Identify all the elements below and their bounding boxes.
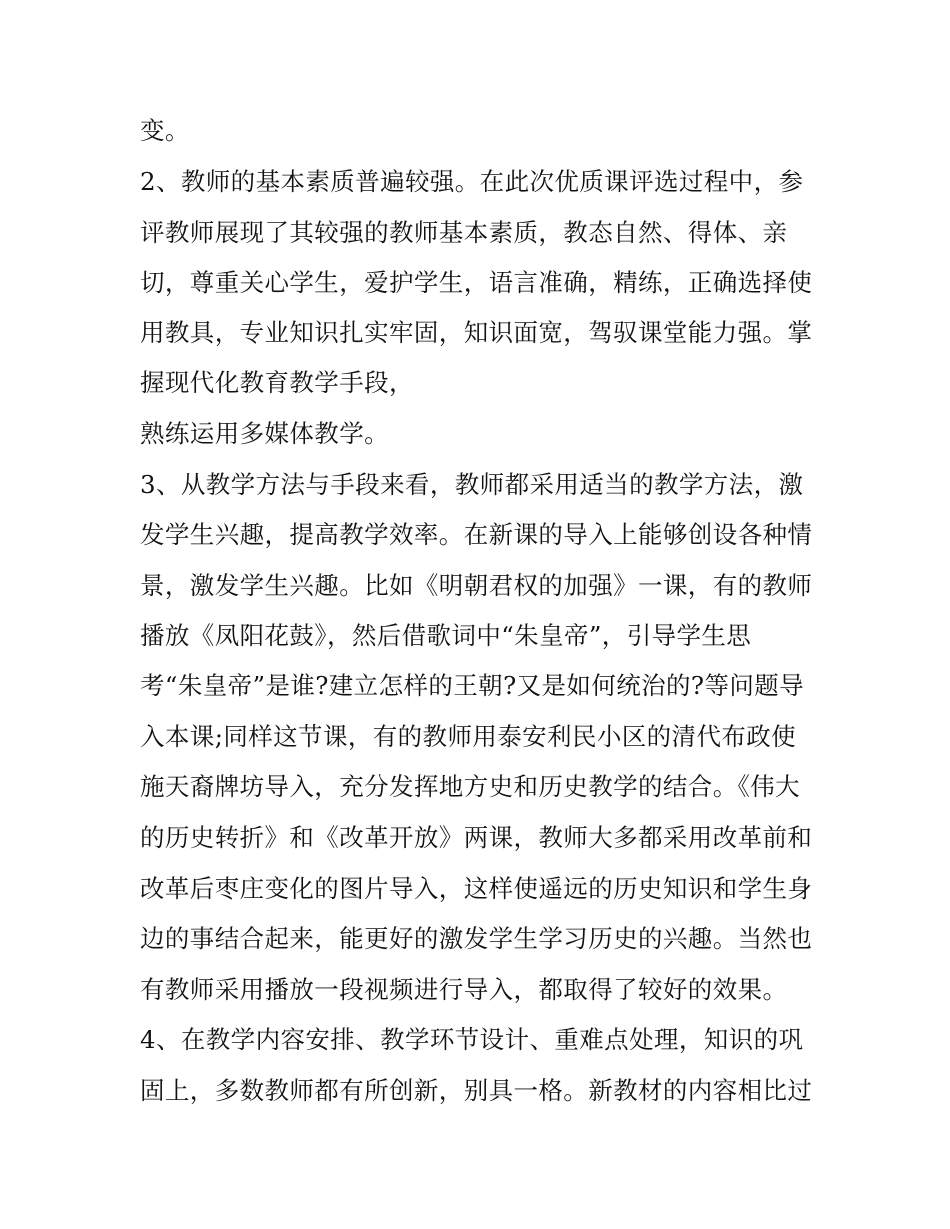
text-line: 入本课;同样这节课，有的教师用泰安利民小区的清代布政使 — [140, 722, 797, 751]
text-line: 的历史转折》和《改革开放》两课，教师大多都采用改革前和 — [140, 823, 813, 852]
text-line: 评教师展现了其较强的教师基本素质，教态自然、得体、亲 — [140, 218, 788, 247]
text-line: 发学生兴趣，提高教学效率。在新课的导入上能够创设各种情 — [140, 520, 813, 549]
text-line: 播放《凤阳花鼓》，然后借歌词中“朱皇帝”，引导学生思 — [140, 621, 752, 650]
text-line: 考“朱皇帝”是谁?建立怎样的王朝?又是如何统治的?等问题导 — [140, 671, 805, 700]
text-line: 施天裔牌坊导入，充分发挥地方史和历史教学的结合。《伟大 — [140, 772, 801, 801]
text-line: 固上，多数教师都有所创新，别具一格。新教材的内容相比过 — [140, 1076, 813, 1105]
text-line: 2、教师的基本素质普遍较强。在此次优质课评选过程中，参 — [140, 167, 804, 196]
text-line: 用教具，专业知识扎实牢固，知识面宽，驾驭课堂能力强。掌 — [140, 318, 813, 347]
text-line: 4、在教学内容安排、教学环节设计、重难点处理，知识的巩 — [140, 1025, 804, 1054]
text-line: 有教师采用播放一段视频进行导入，都取得了较好的效果。 — [140, 975, 788, 1004]
text-line: 改革后枣庄变化的图片导入，这样使遥远的历史知识和学生身 — [140, 874, 813, 903]
text-line: 熟练运用多媒体教学。 — [140, 419, 389, 448]
text-line: 切，尊重关心学生，爱护学生，语言准确，精练，正确选择使 — [140, 268, 813, 297]
text-line: 3、从教学方法与手段来看，教师都采用适当的教学方法，激 — [140, 470, 804, 499]
text-line: 景，激发学生兴趣。比如《明朝君权的加强》一课，有的教师 — [140, 571, 813, 600]
text-line: 变。 — [140, 116, 190, 145]
text-line: 握现代化教育教学手段， — [140, 368, 414, 397]
text-line: 边的事结合起来，能更好的激发学生学习历史的兴趣。当然也 — [140, 924, 813, 953]
